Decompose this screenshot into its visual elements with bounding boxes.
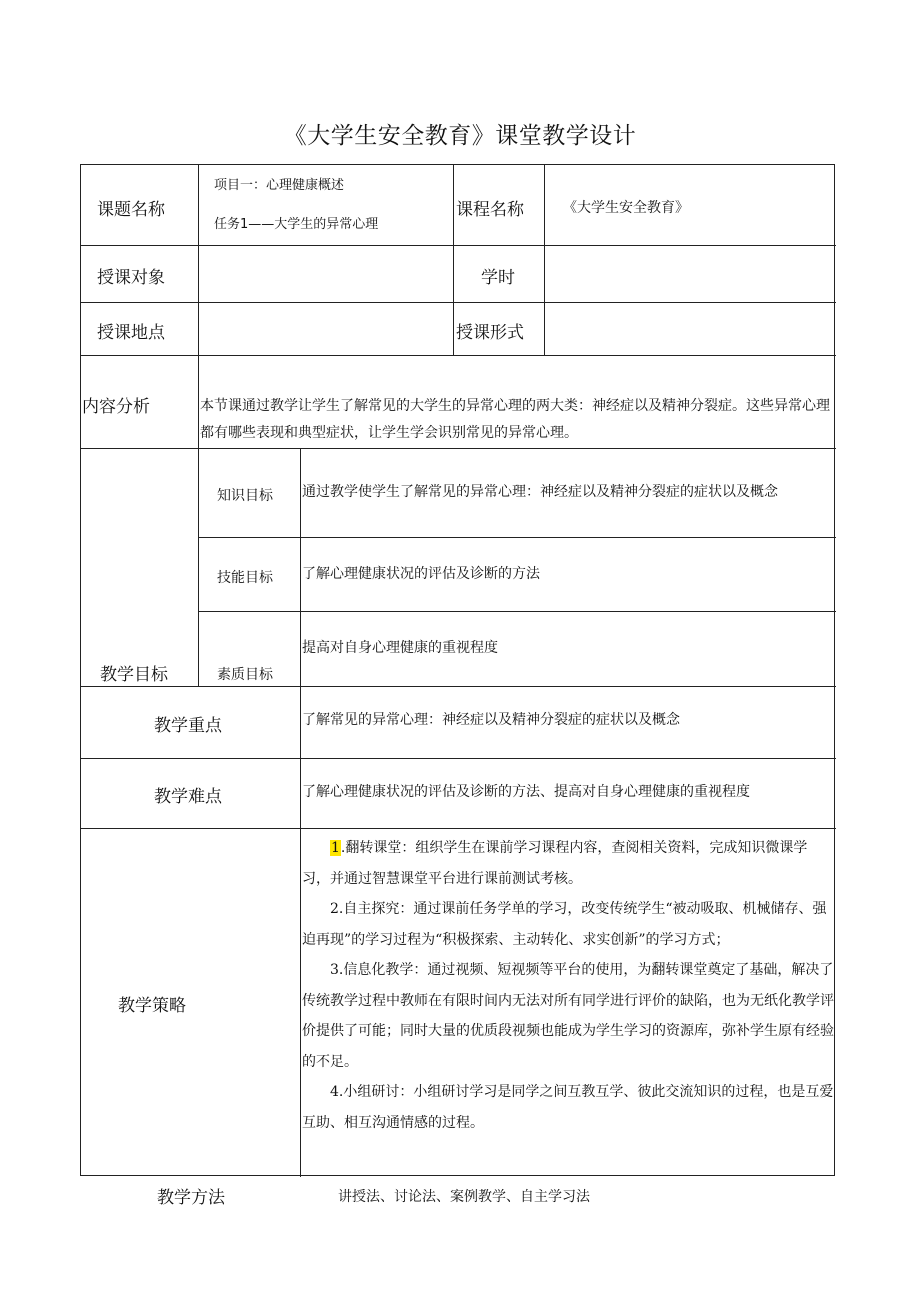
strategy-list xyxy=(302,833,834,1138)
content-analysis-label: 内容分析 xyxy=(82,397,150,417)
quality-goal-text: 提高对自身心理健康的重视程度 xyxy=(302,640,498,656)
strategy-item-3 xyxy=(302,955,834,1077)
lesson-plan-table xyxy=(80,164,835,1176)
teaching-methods-label: 教学方法 xyxy=(157,1188,225,1208)
strategy-item-number: 3 xyxy=(330,962,339,978)
strategy-item-number: 4 xyxy=(330,1084,339,1100)
course-name-label: 课程名称 xyxy=(456,200,524,220)
teaching-methods-text: 讲授法、讨论法、案例教学、自主学习法 xyxy=(338,1189,590,1205)
strategy-item-text: .翻转课堂：组织学生在课前学习课程内容，查阅相关资料，完成知识微课学习，并通过智慧课堂平台进行课前测试考核。 xyxy=(302,840,808,887)
key-points-label: 教学重点 xyxy=(154,716,222,736)
form-label: 授课形式 xyxy=(456,323,524,343)
content-analysis-text: 本节课通过教学让学生了解常见的大学生的异常心理的两大类：神经症以及精神分裂症。这些异常心理都有哪些表现和典型症状，让学生学会识别常见的异常心理。 xyxy=(200,398,830,441)
strategy-item-number: 2 xyxy=(330,901,339,917)
strategy-item-4 xyxy=(302,1077,834,1138)
strategy-label: 教学策略 xyxy=(118,996,186,1016)
location-label: 授课地点 xyxy=(97,323,165,343)
strategy-item-number: 1 xyxy=(331,840,340,856)
strategy-item-2 xyxy=(302,894,834,955)
topic-line-2: 任务1——大学生的异常心理 xyxy=(214,217,379,232)
difficulties-text: 了解心理健康状况的评估及诊断的方法、提高对自身心理健康的重视程度 xyxy=(302,784,750,800)
audience-label: 授课对象 xyxy=(97,268,165,288)
topic-label: 课题名称 xyxy=(97,200,165,220)
knowledge-goal-text: 通过教学使学生了解常见的异常心理：神经症以及精神分裂症的症状以及概念 xyxy=(302,484,778,500)
knowledge-goal-label: 知识目标 xyxy=(217,488,273,504)
page-title: 《大学生安全教育》课堂教学设计 xyxy=(283,123,637,149)
skill-goal-label: 技能目标 xyxy=(217,570,273,586)
difficulties-label: 教学难点 xyxy=(154,787,222,807)
quality-goal-label: 素质目标 xyxy=(217,667,273,683)
strategy-item-text: .信息化教学：通过视频、短视频等平台的使用，为翻转课堂奠定了基础，解决了传统教学过程中教师在有限时间内无法对所有同学进行评价的缺陷，也为无纸化教学评价提供了可能；同时大量的优质段视频也能成为学生学习的资源库，弥补学生原有经验的不足。 xyxy=(302,962,834,1070)
course-name-value: 《大学生安全教育》 xyxy=(563,200,689,216)
key-points-text: 了解常见的异常心理：神经症以及精神分裂症的症状以及概念 xyxy=(302,712,680,728)
strategy-item-text: .小组研讨：小组研讨学习是同学之间互教互学、彼此交流知识的过程，也是互爱互助、相互沟通情感的过程。 xyxy=(302,1084,834,1131)
strategy-item-1 xyxy=(302,833,834,894)
topic-line-1: 项目一：心理健康概述 xyxy=(214,178,345,193)
strategy-item-text: .自主探究：通过课前任务学单的学习，改变传统学生“被动吸取、机械储存、强迫再现”的学习过程为“积极探索、主动转化、求实创新”的学习方式； xyxy=(302,901,827,948)
teaching-goals-label: 教学目标 xyxy=(100,665,168,685)
skill-goal-text: 了解心理健康状况的评估及诊断的方法 xyxy=(302,566,540,582)
hours-label: 学时 xyxy=(481,268,515,288)
